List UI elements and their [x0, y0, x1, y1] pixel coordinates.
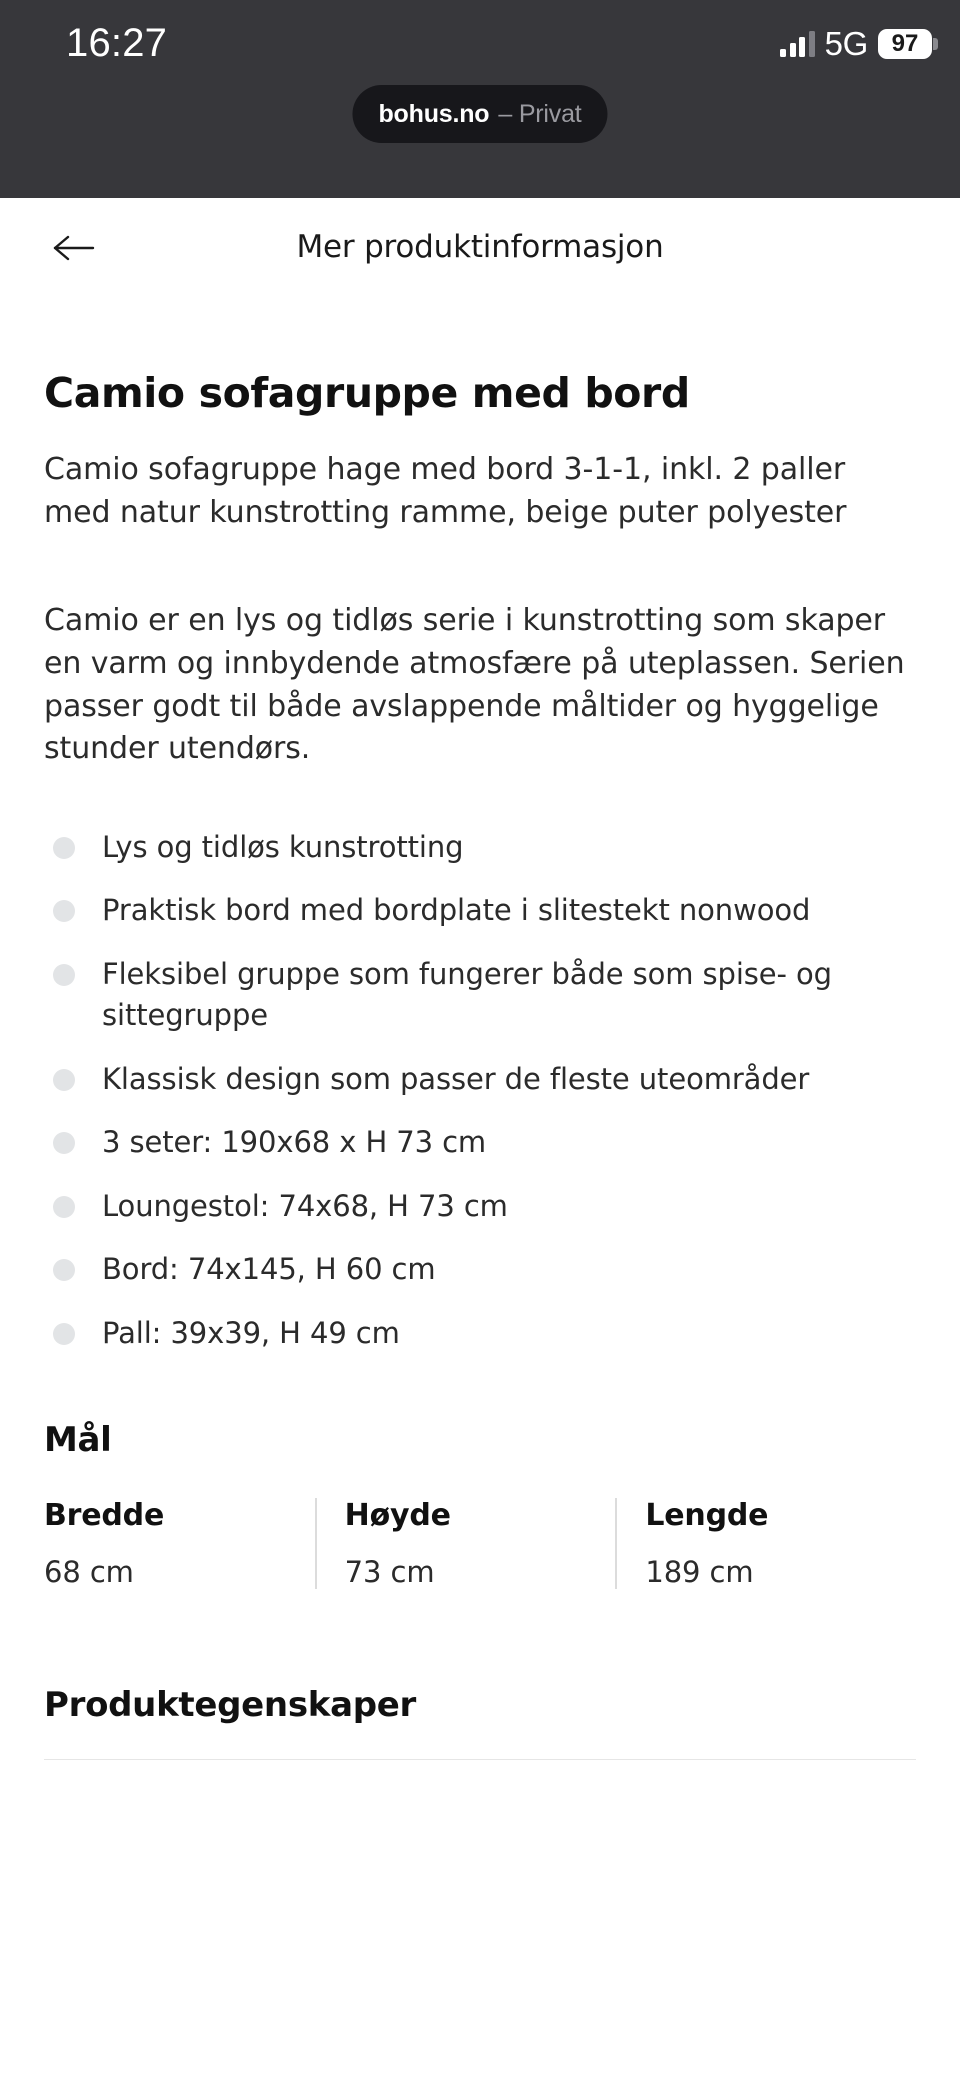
list-item [44, 827, 916, 868]
dimension-value: 68 cm [44, 1555, 134, 1590]
status-bar-clock: 16:27 [66, 21, 168, 65]
dimensions-table [44, 1498, 916, 1589]
page-title: Mer produktinformasjon [296, 229, 664, 265]
dimension-column-width [44, 1498, 315, 1589]
list-item-label: Klassisk design som passer de fleste uteområder [102, 1061, 810, 1096]
cellular-signal-icon [780, 31, 815, 57]
product-description-secondary: Camio er en lys og tidløs serie i kunstrotting som skaper en varm og innbydende atmosfære på uteplassen. Serien passer godt til både avslappende måltider og hyggelige stunder utendørs. [44, 603, 905, 767]
battery-icon [878, 29, 938, 59]
back-button[interactable] [48, 226, 100, 270]
properties-heading: Produktegenskaper [44, 1685, 416, 1726]
properties-table-top-border [44, 1759, 916, 1770]
bullet-icon [53, 1259, 75, 1281]
list-item-label: Loungestol: 74x68, H 73 cm [102, 1188, 508, 1223]
list-item [44, 890, 916, 931]
status-bar-indicators [780, 26, 938, 62]
battery-percent-label: 97 [878, 29, 932, 59]
page-content [0, 198, 960, 1770]
private-mode-label: – Privat [498, 99, 582, 128]
page-navbar [0, 198, 960, 296]
list-item [44, 954, 916, 1037]
bullet-icon [53, 1069, 75, 1091]
list-item-label: Lys og tidløs kunstrotting [102, 829, 464, 864]
dimension-column-height [315, 1498, 616, 1589]
product-title: Camio sofagruppe med bord [44, 369, 690, 417]
article-body [0, 368, 960, 1770]
url-domain-label: bohus.no [378, 99, 490, 128]
bullet-icon [53, 900, 75, 922]
dimension-value: 73 cm [344, 1555, 435, 1590]
bullet-icon [53, 837, 75, 859]
list-item-label: Pall: 39x39, H 49 cm [102, 1315, 400, 1350]
dimension-label: Høyde [344, 1498, 451, 1534]
status-bar [0, 0, 960, 198]
dimension-label: Bredde [44, 1498, 165, 1534]
list-item [44, 1186, 916, 1227]
list-item-label: Praktisk bord med bordplate i slitestekt nonwood [102, 893, 811, 928]
list-item [44, 1122, 916, 1163]
list-item-label: 3 seter: 190x68 x H 73 cm [102, 1125, 487, 1160]
dimensions-heading: Mål [44, 1420, 112, 1461]
browser-url-pill[interactable] [352, 85, 607, 143]
list-item [44, 1059, 916, 1100]
bullet-icon [53, 1323, 75, 1345]
product-feature-list [44, 827, 916, 1354]
back-arrow-icon [52, 233, 96, 263]
list-item [44, 1313, 916, 1354]
list-item-label: Bord: 74x145, H 60 cm [102, 1252, 436, 1287]
bullet-icon [53, 964, 75, 986]
bullet-icon [53, 1132, 75, 1154]
dimension-value: 189 cm [645, 1555, 754, 1590]
network-type-label: 5G [824, 24, 868, 62]
battery-nub [933, 38, 938, 50]
list-item [44, 1249, 916, 1290]
list-item-label: Fleksibel gruppe som fungerer både som spise- og sittegruppe [102, 956, 832, 1033]
dimension-column-length [615, 1498, 916, 1589]
bullet-icon [53, 1196, 75, 1218]
product-description-primary: Camio sofagruppe hage med bord 3-1-1, inkl. 2 paller med natur kunstrotting ramme, beige puter polyester [44, 452, 847, 530]
dimension-label: Lengde [645, 1498, 769, 1534]
